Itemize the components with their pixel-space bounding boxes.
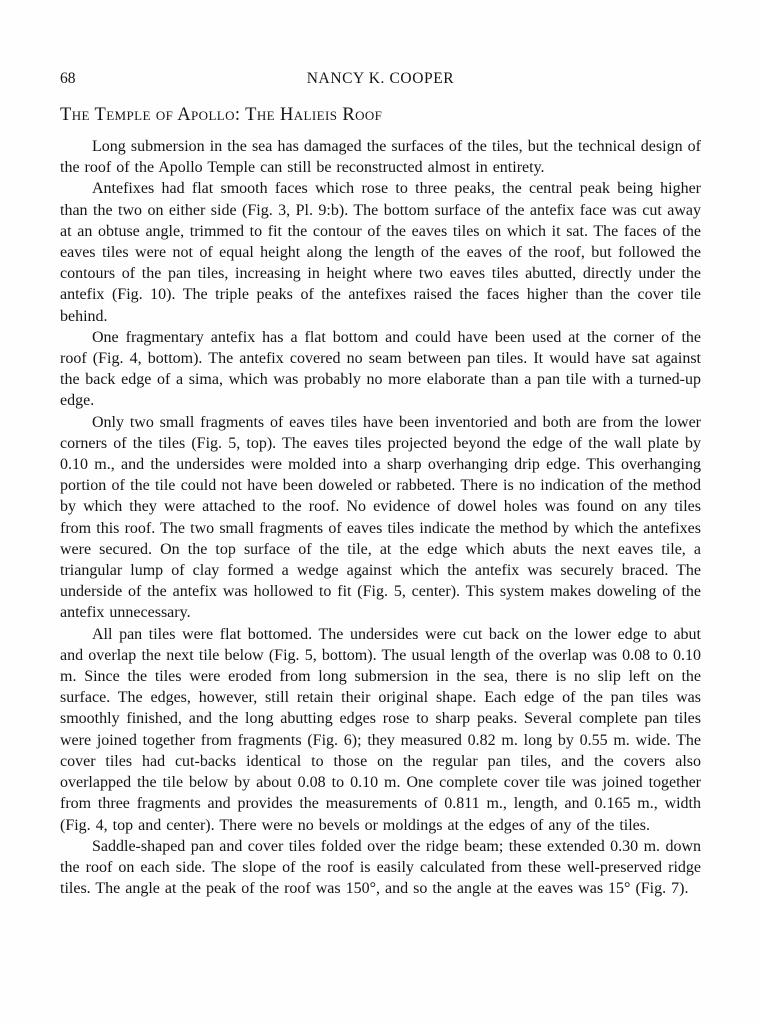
body-paragraph: Long submersion in the sea has damaged the surfaces of the tiles, but the technical design of the roof of the Apollo Temple can still be reconstructed almost in entirety. xyxy=(60,138,701,177)
article-body xyxy=(60,136,701,899)
body-paragraph: Saddle-shaped pan and cover tiles folded over the ridge beam; these extended 0.30 m. down the roof on each side. The slope of the roof is easily calculated from these well-preserved ridge tiles. The angle at the peak of the roof was 150°, and so the angle at the eaves was 15° (Fig. 7). xyxy=(60,837,701,898)
running-header xyxy=(60,70,701,87)
running-header-title: NANCY K. COOPER xyxy=(306,70,455,87)
body-paragraph: Only two small fragments of eaves tiles have been inventoried and both are from the lower corners of the tiles (Fig. 5, top). The eaves tiles projected beyond the edge of the wall plate by 0.10 m., and the undersides were molded into a sharp overhanging drip edge. This overhanging portion of the tile could not have been doweled or rabbeted. There is no indication of the method by which they were attached to the roof. No evidence of dowel holes was found on any tiles from this roof. The two small fragments of eaves tiles indicate the method by which the antefixes were secured. On the top surface of the tile, at the edge which abuts the next eaves tile, a triangular lump of clay formed a wedge against which the antefix was securely braced. The underside of the antefix was hollowed to fit (Fig. 5, center). This system makes doweling of the antefix unnecessary. xyxy=(60,413,701,622)
body-paragraph: Antefixes had flat smooth faces which rose to three peaks, the central peak being higher than the two on either side (Fig. 3, Pl. 9:b). The bottom surface of the antefix face was cut away at an obtuse angle, trimmed to fit the contour of the eaves tiles on which it sat. The faces of the eaves tiles were not of equal height along the length of the eaves of the roof, but followed the contours of the pan tiles, increasing in height where two eaves tiles abutted, directly under the antefix (Fig. 10). The triple peaks of the antefixes raised the faces higher than the cover tile behind. xyxy=(60,180,701,325)
section-heading: The Temple of Apollo: The Halieis Roof xyxy=(60,105,383,125)
body-paragraph: All pan tiles were flat bottomed. The undersides were cut back on the lower edge to abut and overlap the next tile below (Fig. 5, bottom). The usual length of the overlap was 0.08 to 0.10 m. Since the tiles were eroded from long submersion in the sea, there is no slip left on the surface. The edges, however, still retain their original shape. Each edge of the pan tiles was smoothly finished, and the long abutting edges rose to sharp peaks. Several complete pan tiles were joined together from fragments (Fig. 6); they measured 0.82 m. long by 0.55 m. wide. The cover tiles had cut-backs identical to those on the regular pan tiles, and the covers also overlapped the tile below by about 0.08 to 0.10 m. One complete cover tile was joined together from three fragments and provides the measurements of 0.811 m., length, and 0.165 m., width (Fig. 4, top and center). There were no bevels or moldings at the edges of any of the tiles. xyxy=(60,625,701,834)
page-content xyxy=(60,70,701,899)
body-paragraph: One fragmentary antefix has a flat bottom and could have been used at the corner of the roof (Fig. 4, bottom). The antefix covered no seam between pan tiles. It would have sat against the back edge of a sima, which was probably no more elaborate than a pan tile with a turned-up edge. xyxy=(60,328,701,410)
page-number: 68 xyxy=(60,70,76,87)
